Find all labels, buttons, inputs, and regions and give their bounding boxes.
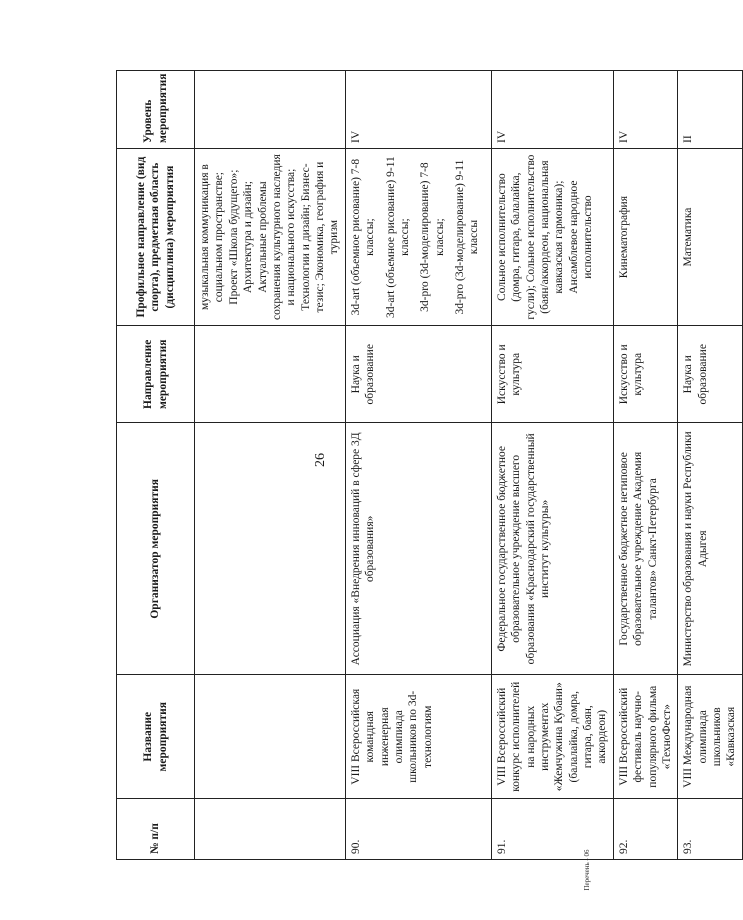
events-table (116, 70, 743, 860)
profile-item: 3d-art (объемное рисование) 7-8 классы; (349, 158, 377, 316)
cell-profile: Математика (678, 148, 743, 325)
page-number: 26 (313, 453, 328, 467)
cell-organizer: Федеральное государственное бюджетное образовательное учреждение высшего образования «Краснодарский государственный институт культуры» (491, 423, 613, 675)
cell-name (195, 675, 346, 799)
table-row (678, 71, 743, 860)
cell-direction: Искусство и культура (491, 326, 613, 423)
profile-item: 3d-pro (3d-моделирование) 9-11 классы (454, 159, 481, 315)
cell-level: IV (613, 71, 678, 149)
table-row (613, 71, 678, 860)
rotated-table-container (116, 70, 738, 860)
cell-name: VIII Всероссийский фестиваль научно-популярного фильма «ТехноФест» (613, 675, 678, 799)
cell-num: 91. (491, 799, 613, 860)
header-profile: Профильное направление (вид спорта), предметная область (дисциплина) мероприятия (117, 148, 195, 325)
header-name: Название мероприятия (117, 675, 195, 799)
cell-direction (195, 326, 346, 423)
table-row (491, 71, 613, 860)
cell-num: 93. (678, 799, 743, 860)
cell-organizer: Министерство образования и науки Республики Адыгея (678, 423, 743, 675)
cell-name: VIII Всероссийская командная инженерная олимпиада школьников по 3d-технологиям (345, 675, 491, 799)
profile-item: 3d-art (объемное рисование) 9-11 классы; (384, 156, 411, 318)
header-organizer: Организатор мероприятия (117, 423, 195, 675)
cell-name: VIII Международная олимпиада школьников «Кавказская (678, 675, 743, 799)
table-row (195, 71, 346, 860)
header-direction: Направление мероприятия (117, 326, 195, 423)
cell-num (195, 799, 346, 860)
cell-name: VIII Всероссийский конкурс исполнителей на народных инструментах «Жемчужина Кубани» (балалайка, домра, гитара, баян, аккордеон) (491, 675, 613, 799)
cell-profile: Сольное исполнительство (домра, гитара, балалайка, гусли); Сольное исполнительство (баян/аккордеон, национальная кавказская гармоника); Ансамблевое народное исполнительство (491, 148, 613, 325)
cell-organizer (195, 423, 346, 675)
footer-note: Перечень - 06 (583, 849, 591, 891)
cell-level: IV (491, 71, 613, 149)
cell-direction: Искусство и культура (613, 326, 678, 423)
table-header-row (117, 71, 195, 860)
cell-num: 90. (345, 799, 491, 860)
header-num: № п/п (117, 799, 195, 860)
cell-organizer: Ассоциация «Внедрения инноваций в сфере 3Д образования» (345, 423, 491, 675)
cell-profile: музыкальная коммуникация в социальном пространстве; Проект «Школа будущего»; Архитектура и дизайн; Актуальные проблемы сохранения культурного наследия и национального искусства; Технологии и дизайн; Бизнес-тезис; Экономика, география и туризм (195, 148, 346, 325)
cell-level: II (678, 71, 743, 149)
cell-organizer: Государственное бюджетное нетиповое образовательное учреждение Академия талантов» Санкт-Петербурга (613, 423, 678, 675)
header-level: Уровень мероприятия (117, 71, 195, 149)
profile-item: 3d-pro (3d-моделирование) 7-8 классы; (419, 162, 446, 312)
cell-level (195, 71, 346, 149)
cell-direction: Наука и образование (678, 326, 743, 423)
cell-direction: Наука и образование (345, 326, 491, 423)
cell-profile (345, 148, 491, 325)
cell-profile: Кинематография (613, 148, 678, 325)
cell-num: 92. (613, 799, 678, 860)
cell-level: IV (345, 71, 491, 149)
table-row (345, 71, 491, 860)
